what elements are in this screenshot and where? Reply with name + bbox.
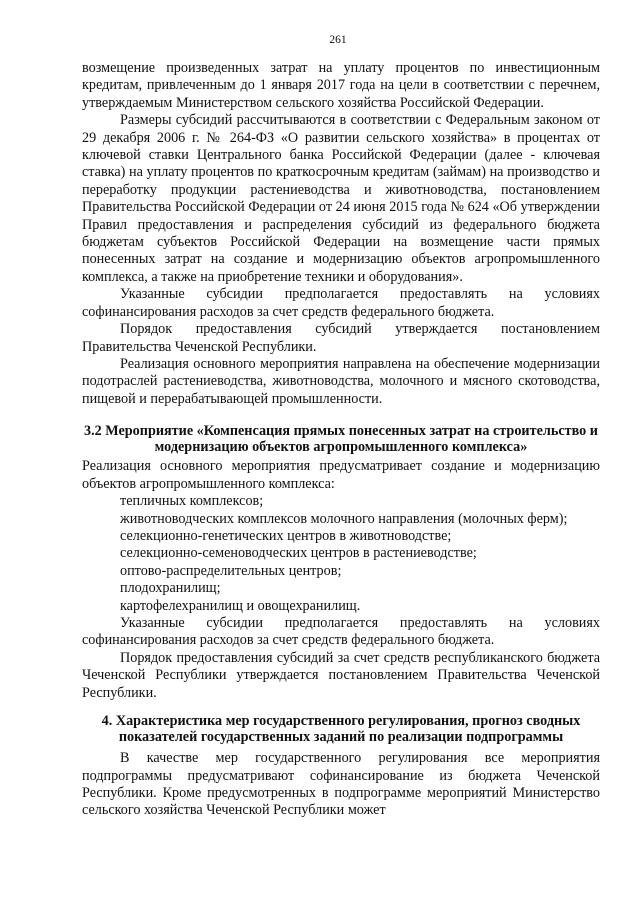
facility-list	[82, 493, 600, 615]
section-4-paragraph: В качестве мер государственного регулирования все мероприятия подпрограммы предусматривают софинансирование из бюджета Чеченской Республики. Кроме предусмотренных в подпрограмме мероприятий Министерство сельского хозяйства Чеченской Республики может	[82, 750, 600, 819]
list-item: плодохранилищ;	[120, 580, 221, 597]
intro-paragraph-4: Порядок предоставления субсидий утверждается постановлением Правительства Чеченской Республики.	[82, 321, 600, 355]
intro-paragraph-3: Указанные субсидии предполагается предоставлять на условиях софинансирования расходов за счет средств федерального бюджета.	[82, 286, 600, 320]
page-number: 261	[329, 34, 347, 46]
intro-paragraph-2: Размеры субсидий рассчитываются в соответствии с Федеральным законом от 29 декабря 2006 г. № 264-ФЗ «О развитии сельского хозяйства» в процентах от ключевой ставки Центрального банка Российской Федерации (далее - ключевая ставка) на уплату процентов по краткосрочным кредитам (займам) на производство и переработку продукции растениеводства и животноводства, постановлением Правительства Российской Федерации от 24 июня 2015 года № 624 «Об утверждении Правил предоставления и распределения субсидий из федерального бюджета бюджетам субъектов Российской Федерации на возмещение части прямых понесенных затрат на создание и модернизацию объектов агропромышленного комплекса, а также на приобретение техники и оборудования».	[82, 112, 600, 285]
section-4-heading: 4. Характеристика мер государственного регулирования, прогноз сводных показателей государственных заданий по реализации подпрограммы	[101, 713, 581, 745]
list-item: селекционно-семеноводческих центров в растениеводстве;	[120, 545, 477, 562]
intro-paragraph-5: Реализация основного мероприятия направлена на обеспечение модернизации подотраслей растениеводства, животноводства, молочного и мясного скотоводства, пищевой и перерабатывающей промышленности.	[82, 355, 600, 407]
section-3-2-lead: Реализация основного мероприятия предусматривает создание и модернизацию объектов агропромышленного комплекса:	[82, 458, 600, 492]
intro-paragraph-1: возмещение произведенных затрат на уплату процентов по инвестиционным кредитам, привлеченным до 1 января 2017 года на цели в соответствии с перечнем, утверждаемым Министерством сельского хозяйства Российской Федерации.	[82, 60, 600, 111]
list-item: оптово-распределительных центров;	[120, 562, 342, 579]
list-item: селекционно-генетических центров в животноводстве;	[120, 527, 452, 544]
section-3-2-paragraph-1: Указанные субсидии предполагается предоставлять на условиях софинансирования расходов за счет средств федерального бюджета.	[82, 614, 600, 649]
list-item: картофелехранилищ и овощехранилищ.	[120, 597, 361, 614]
section-3-2-heading: 3.2 Мероприятие «Компенсация прямых понесенных затрат на строительство и модернизацию объектов агропромышленного комплекса»	[84, 423, 598, 455]
section-3-2-paragraph-2: Порядок предоставления субсидий за счет средств республиканского бюджета Чеченской Республики утверждается постановлением Правительства Чеченской Республики.	[82, 649, 600, 701]
list-item: тепличных комплексов;	[120, 493, 264, 510]
list-item: животноводческих комплексов молочного направления (молочных ферм);	[120, 510, 568, 527]
